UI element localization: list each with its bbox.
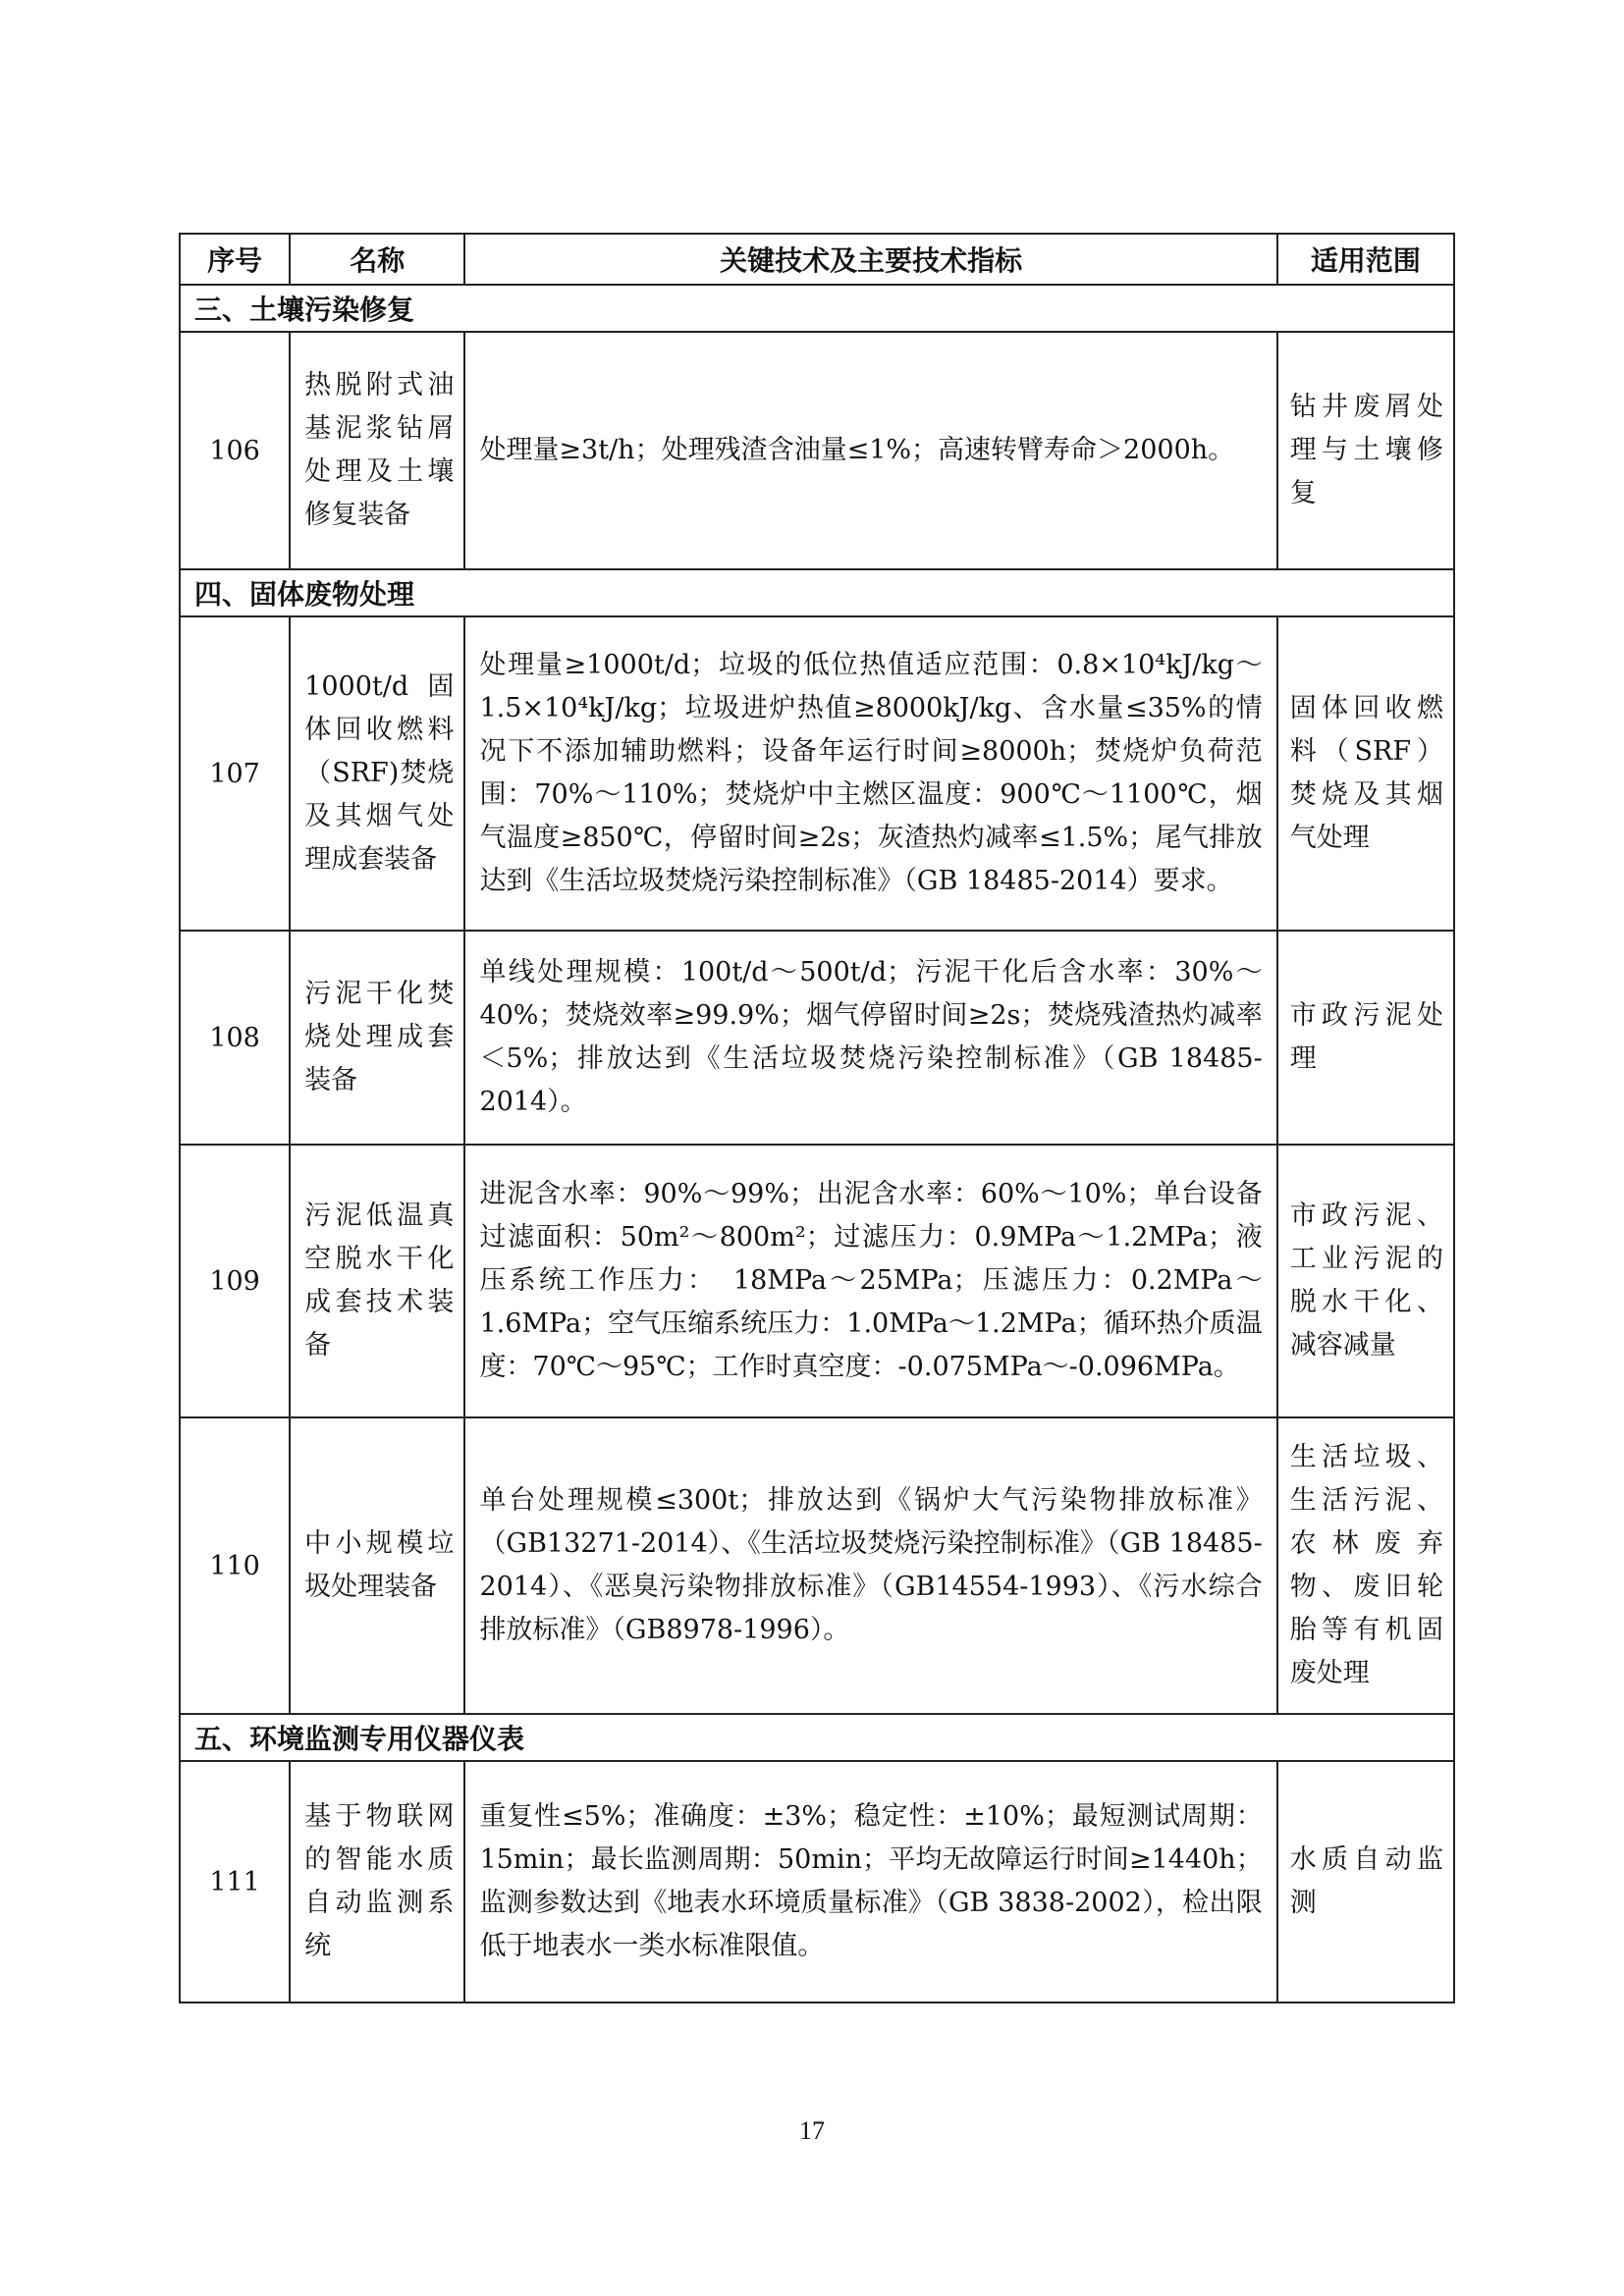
row-num: 109 [180, 1145, 290, 1417]
row-scope: 水质自动监测 [1277, 1761, 1454, 2002]
row-tech: 单台处理规模≤300t；排放达到《锅炉大气污染物排放标准》（GB13271-2014）、《生活垃圾焚烧污染控制标准》（GB 18485-2014）、《恶臭污染物排放标准》（GB14554-1993）、《污水综合排放标准》（GB8978-1996）。 [464, 1417, 1276, 1714]
table-row [180, 931, 1454, 1145]
row-tech: 重复性≤5%；准确度：±3%；稳定性：±10%；最短测试周期：15min；最长监测周期：50min；平均无故障运行时间≥1440h；监测参数达到《地表水环境质量标准》（GB 3838-2002），检出限低于地表水一类水标准限值。 [464, 1761, 1276, 2002]
row-name: 热脱附式油基泥浆钻屑处理及土壤修复装备 [290, 332, 464, 569]
row-scope: 固体回收燃料（SRF）焚烧及其烟气处理 [1277, 616, 1454, 931]
row-num: 108 [180, 931, 290, 1145]
row-scope: 钻井废屑处理与土壤修复 [1277, 332, 1454, 569]
table-row [180, 332, 1454, 569]
row-scope: 市政污泥、工业污泥的脱水干化、减容减量 [1277, 1145, 1454, 1417]
header-name: 名称 [290, 234, 464, 285]
section-row [180, 1714, 1454, 1761]
row-num: 107 [180, 616, 290, 931]
table-row [180, 1761, 1454, 2002]
section-title: 三、土壤污染修复 [180, 285, 1454, 332]
row-num: 106 [180, 332, 290, 569]
table-header-row [180, 234, 1454, 285]
section-row [180, 285, 1454, 332]
equipment-table [179, 233, 1455, 2003]
header-scope: 适用范围 [1277, 234, 1454, 285]
row-scope: 市政污泥处理 [1277, 931, 1454, 1145]
row-num: 111 [180, 1761, 290, 2002]
row-tech: 处理量≥3t/h；处理残渣含油量≤1%；高速转臂寿命＞2000h。 [464, 332, 1276, 569]
row-tech: 进泥含水率：90%～99%；出泥含水率：60%～10%；单台设备过滤面积：50m²～800m²；过滤压力：0.9MPa～1.2MPa；液压系统工作压力： 18MPa～25MPa；压滤压力：0.2MPa～1.6MPa；空气压缩系统压力：1.0MPa～1.2MPa；循环热介质温度：70℃～95℃；工作时真空度：-0.075MPa～-0.096MPa。 [464, 1145, 1276, 1417]
row-tech: 单线处理规模：100t/d～500t/d；污泥干化后含水率：30%～40%；焚烧效率≥99.9%；烟气停留时间≥2s；焚烧残渣热灼减率＜5%；排放达到《生活垃圾焚烧污染控制标准》（GB 18485-2014）。 [464, 931, 1276, 1145]
header-num: 序号 [180, 234, 290, 285]
section-title: 四、固体废物处理 [180, 569, 1454, 616]
row-num: 110 [180, 1417, 290, 1714]
row-name: 污泥低温真空脱水干化成套技术装备 [290, 1145, 464, 1417]
row-name: 基于物联网的智能水质自动监测系统 [290, 1761, 464, 2002]
table-row [180, 1145, 1454, 1417]
table-row [180, 1417, 1454, 1714]
row-scope: 生活垃圾、生活污泥、农林废弃物、废旧轮胎等有机固废处理 [1277, 1417, 1454, 1714]
section-title: 五、环境监测专用仪器仪表 [180, 1714, 1454, 1761]
page-number: 17 [799, 2116, 825, 2145]
table-row [180, 616, 1454, 931]
row-tech: 处理量≥1000t/d；垃圾的低位热值适应范围：0.8×10⁴kJ/kg～1.5×10⁴kJ/kg；垃圾进炉热值≥8000kJ/kg、含水量≤35%的情况下不添加辅助燃料；设备年运行时间≥8000h；焚烧炉负荷范围：70%～110%；焚烧炉中主燃区温度：900℃～1100℃，烟气温度≥850℃，停留时间≥2s；灰渣热灼减率≤1.5%；尾气排放达到《生活垃圾焚烧污染控制标准》（GB 18485-2014）要求。 [464, 616, 1276, 931]
header-tech: 关键技术及主要技术指标 [464, 234, 1276, 285]
row-name: 1000t/d 固体回收燃料（SRF)焚烧及其烟气处理成套装备 [290, 616, 464, 931]
row-name: 中小规模垃圾处理装备 [290, 1417, 464, 1714]
row-name: 污泥干化焚烧处理成套装备 [290, 931, 464, 1145]
section-row [180, 569, 1454, 616]
